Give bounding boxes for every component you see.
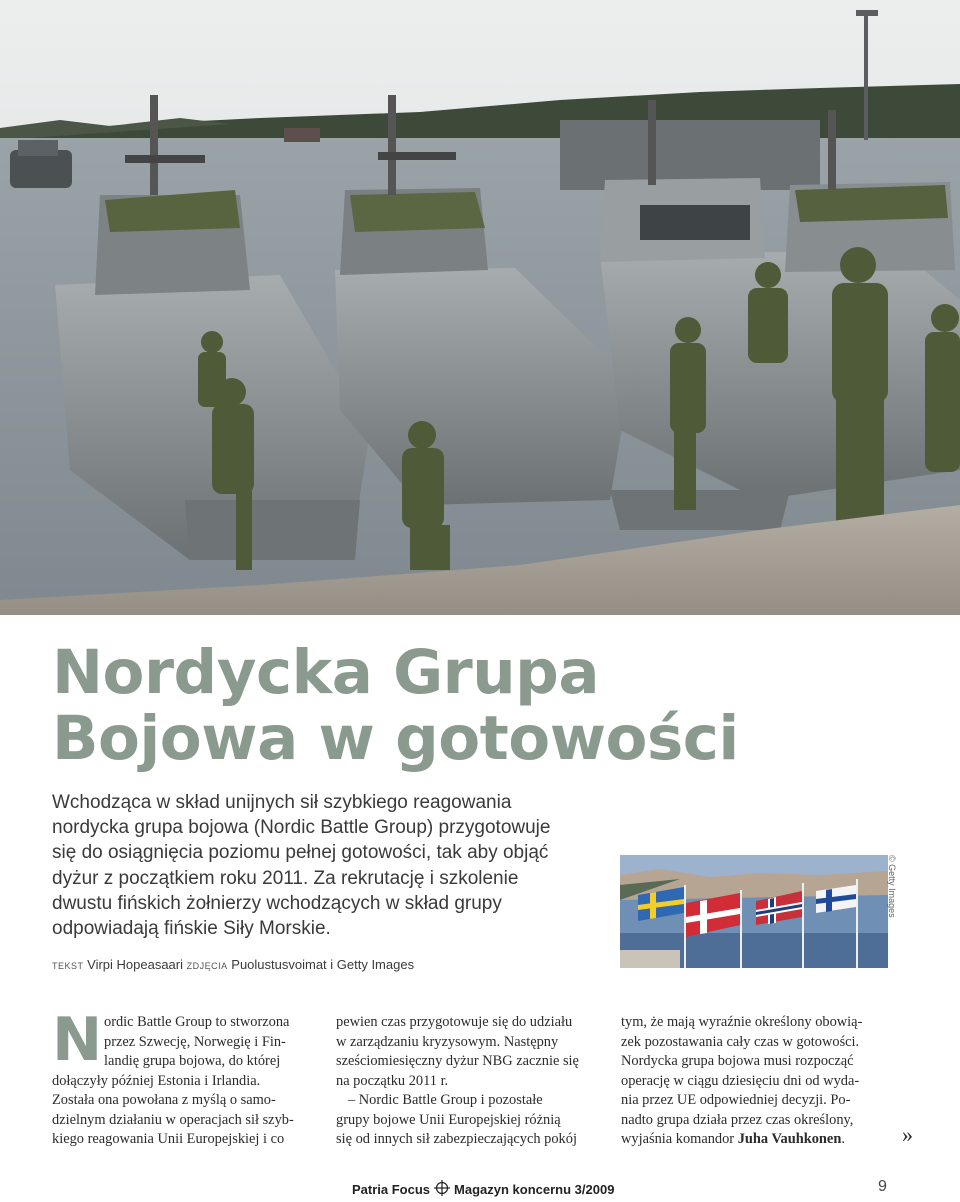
lead-line: odpowiadają fińskie Siły Morskie. xyxy=(52,918,331,940)
photo-caption: ZDJĘCIA xyxy=(186,961,228,971)
body-line: zek pozostawania cały czas w gotowości. xyxy=(621,1033,860,1050)
headline-line-1: Nordycka Grupa xyxy=(52,637,600,708)
body-column-2 xyxy=(336,1013,596,1150)
body-column-3 xyxy=(621,1013,881,1150)
body-line: ordic Battle Group to stworzona xyxy=(104,1014,290,1030)
body-column-1 xyxy=(52,1013,312,1150)
footer-magazine: Magazyn koncernu 3/2009 xyxy=(454,1182,615,1197)
commander-name: Juha Vauhkonen xyxy=(737,1131,842,1147)
body-line: się od innych sił zabezpieczających pokój xyxy=(336,1131,577,1147)
byline-credits xyxy=(52,957,414,972)
body-line: nia przez UE odpowiedniej decyzji. Po- xyxy=(621,1092,851,1108)
text-caption: TEKST xyxy=(52,961,84,971)
sentence-end: . xyxy=(841,1131,845,1147)
body-line: operację w ciągu dziesięciu dni od wyda- xyxy=(621,1072,860,1089)
body-line: dołączyły później Estonia i Irlandia. xyxy=(52,1072,261,1089)
body-line: landię grupa bojowa, do której xyxy=(104,1053,281,1069)
lead-line: się do osiągnięcia poziomu pełnej gotowości, tak aby objąć xyxy=(52,842,549,864)
body-line: Nordycka grupa bojowa musi rozpocząć xyxy=(621,1053,854,1069)
body-line: dzielnym działaniu w operacjach sił szyb- xyxy=(52,1111,294,1128)
body-line-text: wyjaśnia komandor xyxy=(621,1131,735,1147)
lead-paragraph xyxy=(52,790,612,941)
body-line: sześciomiesięczny dyżur NBG zacznie się xyxy=(336,1053,579,1069)
body-line: tym, że mają wyraźnie określony obowią- xyxy=(621,1014,863,1030)
body-line: Została ona powołana z myślą o samo- xyxy=(52,1092,276,1108)
body-line: grupy bojowe Unii Europejskiej różnią xyxy=(336,1111,561,1128)
compass-crosshair-icon xyxy=(434,1180,450,1199)
lead-line: nordycka grupa bojowa (Nordic Battle Group) przygotowuje xyxy=(52,817,551,839)
nordic-flags-photo xyxy=(620,855,888,968)
body-line: – Nordic Battle Group i pozostałe xyxy=(348,1092,543,1108)
lead-line: Wchodząca w skład unijnych sił szybkiego reagowania xyxy=(52,792,512,813)
body-line: w zarządzaniu kryzysowym. Następny xyxy=(336,1033,559,1050)
continue-arrow-mark: » xyxy=(902,1122,913,1147)
headline-line-2: Bojowa w gotowości xyxy=(52,703,739,774)
body-line: nadto grupa działa przez czas określony, xyxy=(621,1111,854,1128)
lead-line: dyżur z początkiem roku 2011. Za rekrutację i szkolenie xyxy=(52,867,519,889)
article-headline xyxy=(52,637,739,774)
page-footer xyxy=(352,1180,614,1199)
author-name: Virpi Hopeasaari xyxy=(87,957,184,972)
flag-photo-credit-text: © Getty Images xyxy=(887,855,897,918)
body-line: pewien czas przygotowuje się do udziału xyxy=(336,1014,573,1030)
drop-cap: N xyxy=(52,1005,103,1075)
lead-line: dwustu fińskich żołnierzy wchodzących w skład grupy xyxy=(52,892,502,914)
footer-brand: Patria Focus xyxy=(352,1182,431,1197)
photographers-name: Puolustusvoimat i Getty Images xyxy=(231,957,415,972)
body-line: kiego reagowania Unii Europejskiej i co xyxy=(52,1131,285,1147)
flag-photo-credit xyxy=(885,855,899,925)
page-number: 9 xyxy=(878,1178,887,1195)
body-line: na początku 2011 r. xyxy=(336,1072,449,1089)
body-line: przez Szwecję, Norwegię i Fin- xyxy=(104,1033,286,1050)
body-line-last xyxy=(621,1130,881,1150)
